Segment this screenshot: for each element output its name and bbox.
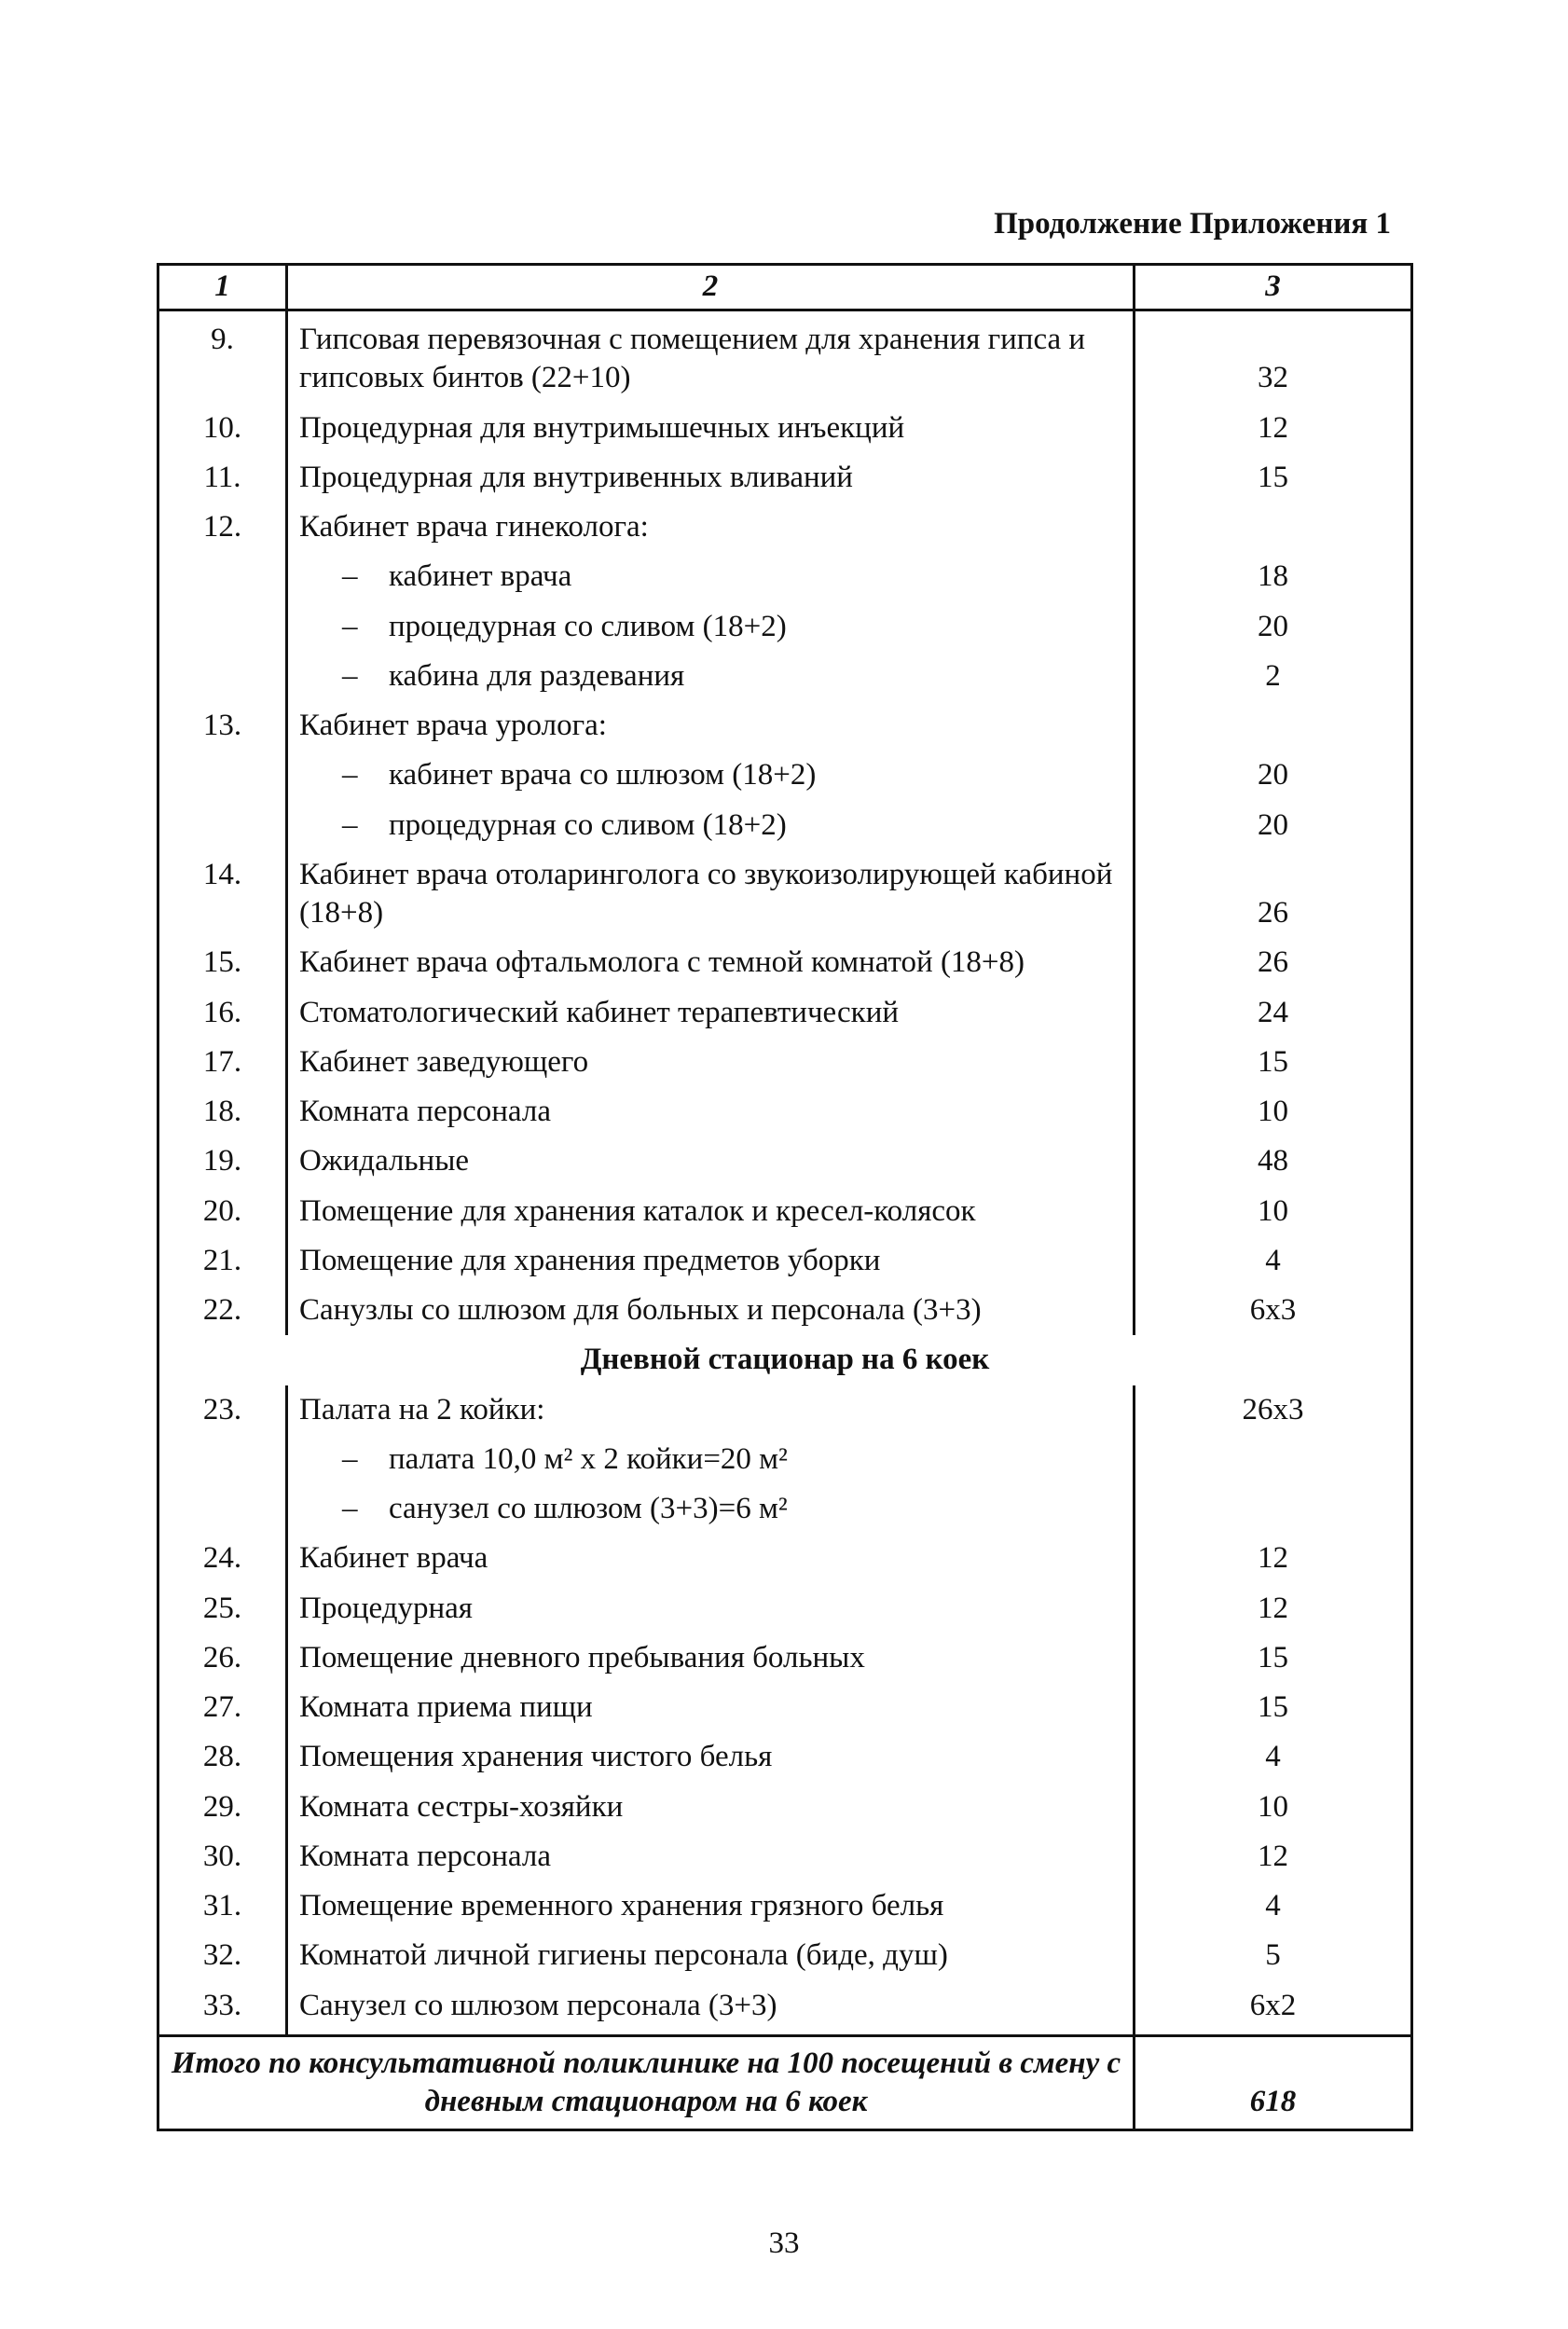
table-row bbox=[158, 503, 1412, 552]
page-number: 33 bbox=[768, 2226, 800, 2260]
room-name: Кабинет врача гинеколога: bbox=[287, 503, 1135, 552]
table-row bbox=[158, 404, 1412, 453]
table-row bbox=[158, 1087, 1412, 1137]
row-number: 20. bbox=[158, 1187, 287, 1236]
room-area: 5 bbox=[1135, 1931, 1412, 1980]
subitem-cell bbox=[287, 1484, 1135, 1534]
room-area: 18 bbox=[1135, 552, 1412, 601]
column-header-number: 1 bbox=[158, 265, 287, 310]
room-area bbox=[1135, 701, 1412, 751]
row-number bbox=[158, 1435, 287, 1484]
row-number bbox=[158, 552, 287, 601]
subitem-cell bbox=[287, 1435, 1135, 1484]
column-header-name: 2 bbox=[287, 265, 1135, 310]
room-area: 20 bbox=[1135, 801, 1412, 850]
table-row bbox=[158, 1187, 1412, 1236]
table-row bbox=[158, 1633, 1412, 1683]
room-name: Процедурная для внутривенных вливаний bbox=[287, 453, 1135, 503]
table-subrow bbox=[158, 602, 1412, 652]
room-area: 12 bbox=[1135, 1534, 1412, 1583]
row-number bbox=[158, 751, 287, 800]
room-area: 15 bbox=[1135, 1633, 1412, 1683]
row-number: 16. bbox=[158, 988, 287, 1038]
room-name: Помещения хранения чистого белья bbox=[287, 1732, 1135, 1782]
subitem-name: санузел со шлюзом (3+3)=6 м² bbox=[389, 1492, 788, 1525]
room-area bbox=[1135, 503, 1412, 552]
room-area: 4 bbox=[1135, 1732, 1412, 1782]
table-row bbox=[158, 938, 1412, 987]
row-number: 28. bbox=[158, 1732, 287, 1782]
room-name: Кабинет врача уролога: bbox=[287, 701, 1135, 751]
table-row bbox=[158, 1931, 1412, 1980]
subitem-cell bbox=[287, 602, 1135, 652]
room-area: 26 bbox=[1135, 938, 1412, 987]
table-row bbox=[158, 1236, 1412, 1286]
row-number: 13. bbox=[158, 701, 287, 751]
subitem-name: кабинет врача со шлюзом (18+2) bbox=[389, 758, 817, 792]
row-number: 11. bbox=[158, 453, 287, 503]
room-area: 10 bbox=[1135, 1087, 1412, 1137]
room-name: Комната приема пищи bbox=[287, 1683, 1135, 1732]
room-name: Процедурная bbox=[287, 1584, 1135, 1633]
room-area: 24 bbox=[1135, 988, 1412, 1038]
table-row bbox=[158, 1038, 1412, 1087]
table-subrow bbox=[158, 751, 1412, 800]
rooms-table bbox=[157, 263, 1413, 2131]
table-row bbox=[158, 1981, 1412, 2036]
room-name: Помещение для хранения каталок и кресел-колясок bbox=[287, 1187, 1135, 1236]
dash-bullet-icon: – bbox=[342, 807, 358, 842]
row-number: 9. bbox=[158, 310, 287, 404]
room-name: Ожидальные bbox=[287, 1137, 1135, 1186]
section-heading-row bbox=[158, 1335, 1412, 1385]
column-header-area: 3 bbox=[1135, 265, 1412, 310]
room-name: Стоматологический кабинет терапевтический bbox=[287, 988, 1135, 1038]
room-name: Процедурная для внутримышечных инъекций bbox=[287, 404, 1135, 453]
subitem-name: процедурная со сливом (18+2) bbox=[389, 807, 787, 842]
total-label: Итого по консультативной поликлинике на 100 посещений в смену с дневным стационаром на 6 коек bbox=[158, 2035, 1135, 2130]
page-caption: Продолжение Приложения 1 bbox=[994, 207, 1391, 241]
table-row bbox=[158, 1385, 1412, 1435]
room-area: 12 bbox=[1135, 1584, 1412, 1633]
table-subrow bbox=[158, 801, 1412, 850]
row-number: 18. bbox=[158, 1087, 287, 1137]
table-subrow bbox=[158, 1484, 1412, 1534]
room-name: Кабинет врача офтальмолога с темной комнатой (18+8) bbox=[287, 938, 1135, 987]
dash-bullet-icon: – bbox=[342, 1492, 358, 1525]
table-subrow bbox=[158, 1435, 1412, 1484]
row-number: 27. bbox=[158, 1683, 287, 1732]
row-number: 19. bbox=[158, 1137, 287, 1186]
dash-bullet-icon: – bbox=[342, 658, 358, 693]
table-body bbox=[158, 310, 1412, 2036]
table-row bbox=[158, 1584, 1412, 1633]
room-name: Палата на 2 койки: bbox=[287, 1385, 1135, 1435]
room-name: Комната персонала bbox=[287, 1832, 1135, 1881]
subitem-name: кабина для раздевания bbox=[389, 658, 685, 693]
table-row bbox=[158, 1783, 1412, 1832]
row-number bbox=[158, 602, 287, 652]
table-row bbox=[158, 701, 1412, 751]
room-name: Санузел со шлюзом персонала (3+3) bbox=[287, 1981, 1135, 2036]
subitem-cell bbox=[287, 751, 1135, 800]
table-row bbox=[158, 850, 1412, 939]
room-area: 10 bbox=[1135, 1187, 1412, 1236]
room-name: Комната сестры-хозяйки bbox=[287, 1783, 1135, 1832]
room-area: 4 bbox=[1135, 1881, 1412, 1931]
room-name: Комнатой личной гигиены персонала (биде, душ) bbox=[287, 1931, 1135, 1980]
room-area: 10 bbox=[1135, 1783, 1412, 1832]
row-number: 33. bbox=[158, 1981, 287, 2036]
row-number bbox=[158, 801, 287, 850]
subitem-name: процедурная со сливом (18+2) bbox=[389, 609, 787, 643]
room-name: Комната персонала bbox=[287, 1087, 1135, 1137]
room-area: 32 bbox=[1135, 310, 1412, 404]
table-row bbox=[158, 1286, 1412, 1335]
row-number: 32. bbox=[158, 1931, 287, 1980]
total-value: 618 bbox=[1135, 2035, 1412, 2130]
table-row bbox=[158, 988, 1412, 1038]
table-row bbox=[158, 1732, 1412, 1782]
total-row bbox=[158, 2035, 1412, 2130]
room-name: Кабинет врача отоларинголога со звукоизолирующей кабиной (18+8) bbox=[287, 850, 1135, 939]
table-row bbox=[158, 1832, 1412, 1881]
row-number: 12. bbox=[158, 503, 287, 552]
room-area: 20 bbox=[1135, 602, 1412, 652]
table-row bbox=[158, 1683, 1412, 1732]
row-number: 22. bbox=[158, 1286, 287, 1335]
row-number: 15. bbox=[158, 938, 287, 987]
room-area: 2 bbox=[1135, 652, 1412, 701]
table-subrow bbox=[158, 552, 1412, 601]
room-area: 26х3 bbox=[1135, 1385, 1412, 1435]
subitem-name: палата 10,0 м² х 2 койки=20 м² bbox=[389, 1441, 788, 1476]
dash-bullet-icon: – bbox=[342, 559, 358, 594]
row-number: 24. bbox=[158, 1534, 287, 1583]
room-name: Гипсовая перевязочная с помещением для хранения гипса и гипсовых бинтов (22+10) bbox=[287, 310, 1135, 404]
row-number: 14. bbox=[158, 850, 287, 939]
room-area bbox=[1135, 1484, 1412, 1534]
table-header bbox=[158, 265, 1412, 310]
section-heading: Дневной стационар на 6 коек bbox=[158, 1335, 1412, 1385]
table-row bbox=[158, 310, 1412, 404]
room-area: 12 bbox=[1135, 1832, 1412, 1881]
table-subrow bbox=[158, 652, 1412, 701]
row-number: 17. bbox=[158, 1038, 287, 1087]
room-area: 4 bbox=[1135, 1236, 1412, 1286]
subitem-cell bbox=[287, 801, 1135, 850]
room-name: Санузлы со шлюзом для больных и персонала (3+3) bbox=[287, 1286, 1135, 1335]
table-row bbox=[158, 1534, 1412, 1583]
room-name: Помещение дневного пребывания больных bbox=[287, 1633, 1135, 1683]
dash-bullet-icon: – bbox=[342, 1441, 358, 1476]
room-area: 15 bbox=[1135, 1038, 1412, 1087]
table-row bbox=[158, 1137, 1412, 1186]
dash-bullet-icon: – bbox=[342, 758, 358, 792]
row-number: 21. bbox=[158, 1236, 287, 1286]
room-area: 12 bbox=[1135, 404, 1412, 453]
subitem-name: кабинет врача bbox=[389, 559, 572, 594]
subitem-cell bbox=[287, 552, 1135, 601]
room-area: 20 bbox=[1135, 751, 1412, 800]
room-area bbox=[1135, 1435, 1412, 1484]
row-number: 29. bbox=[158, 1783, 287, 1832]
room-area: 6х2 bbox=[1135, 1981, 1412, 2036]
row-number: 10. bbox=[158, 404, 287, 453]
row-number: 26. bbox=[158, 1633, 287, 1683]
room-name: Кабинет врача bbox=[287, 1534, 1135, 1583]
row-number bbox=[158, 1484, 287, 1534]
room-name: Помещение для хранения предметов уборки bbox=[287, 1236, 1135, 1286]
table-row bbox=[158, 453, 1412, 503]
room-area: 15 bbox=[1135, 453, 1412, 503]
row-number: 30. bbox=[158, 1832, 287, 1881]
room-area: 15 bbox=[1135, 1683, 1412, 1732]
room-area: 48 bbox=[1135, 1137, 1412, 1186]
room-area: 26 bbox=[1135, 850, 1412, 939]
dash-bullet-icon: – bbox=[342, 609, 358, 643]
row-number: 31. bbox=[158, 1881, 287, 1931]
row-number bbox=[158, 652, 287, 701]
room-area: 6х3 bbox=[1135, 1286, 1412, 1335]
subitem-cell bbox=[287, 652, 1135, 701]
table-row bbox=[158, 1881, 1412, 1931]
room-name: Кабинет заведующего bbox=[287, 1038, 1135, 1087]
row-number: 25. bbox=[158, 1584, 287, 1633]
room-name: Помещение временного хранения грязного белья bbox=[287, 1881, 1135, 1931]
row-number: 23. bbox=[158, 1385, 287, 1435]
